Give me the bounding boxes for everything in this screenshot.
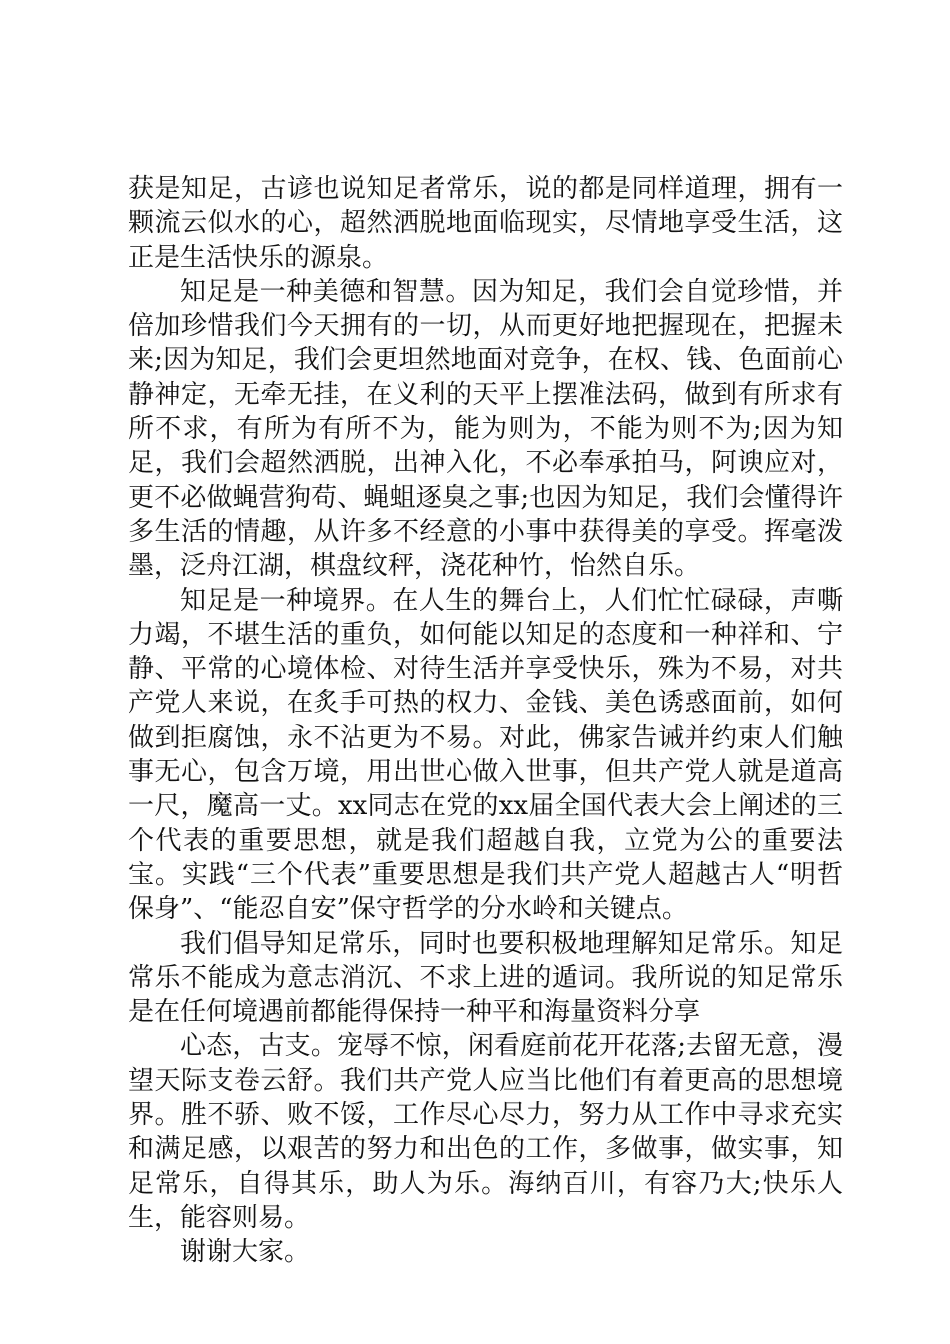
document-body <box>128 172 843 1270</box>
paragraph-mindset: 心态，古支。宠辱不惊，闲看庭前花开花落;去留无意，漫望天际支卷云舒。我们共产党人应当比他们有着更高的思想境界。胜不骄、败不馁，工作尽心尽力，努力从工作中寻求充实和满足感，以艰苦的努力和出色的工作，多做事，做实事，知足常乐，自得其乐，助人为乐。海纳百川，有容乃大;快乐人生，能容则易。 <box>128 1031 843 1233</box>
paragraph-advocate: 我们倡导知足常乐，同时也要积极地理解知足常乐。知足常乐不能成为意志消沉、不求上进的遁词。我所说的知足常乐是在任何境遇前都能得保持一种平和海量资料分享 <box>128 928 843 1028</box>
paragraph-thanks: 谢谢大家。 <box>180 1237 311 1268</box>
paragraph-virtue-wisdom: 知足是一种美德和智慧。因为知足，我们会自觉珍惜，并倍加珍惜我们今天拥有的一切，从而更好地把握现在，把握未来;因为知足，我们会更坦然地面对竞争，在权、钱、色面前心静神定，无牵无挂，在义利的天平上摆准法码，做到有所求有所不求，有所为有所不为，能为则为，不能为则不为;因为知足，我们会超然洒脱，出神入化，不必奉承拍马，阿谀应对，更不必做蝇营狗苟、蝇蛆逐臭之事;也因为知足，我们会懂得许多生活的情趣，从许多不经意的小事中获得美的享受。挥毫泼墨，泛舟江湖，棋盘纹秤，浇花种竹，怡然自乐。 <box>128 276 843 582</box>
paragraph-continuation: 获是知足，古谚也说知足者常乐，说的都是同样道理，拥有一颗流云似水的心，超然洒脱地面临现实，尽情地享受生活，这正是生活快乐的源泉。 <box>128 174 843 273</box>
paragraph-realm: 知足是一种境界。在人生的舞台上，人们忙忙碌碌，声嘶力竭，不堪生活的重负，如何能以知足的态度和一种祥和、宁静、平常的心境体检、对待生活并享受快乐，殊为不易，对共产党人来说，在炙手可热的权力、金钱、美色诱惑面前，如何做到拒腐蚀，永不沾更为不易。对此，佛家告诫并约束人们触事无心，包含万境，用出世心做入世事，但共产党人就是道高一尺，魔高一丈。xx同志在党的xx届全国代表大会上阐述的三个代表的重要思想，就是我们超越自我，立党为公的重要法宝。实践“三个代表”重要思想是我们共产党人超越古人“明哲保身”、“能忍自安”保守哲学的分水岭和关键点。 <box>128 585 843 925</box>
